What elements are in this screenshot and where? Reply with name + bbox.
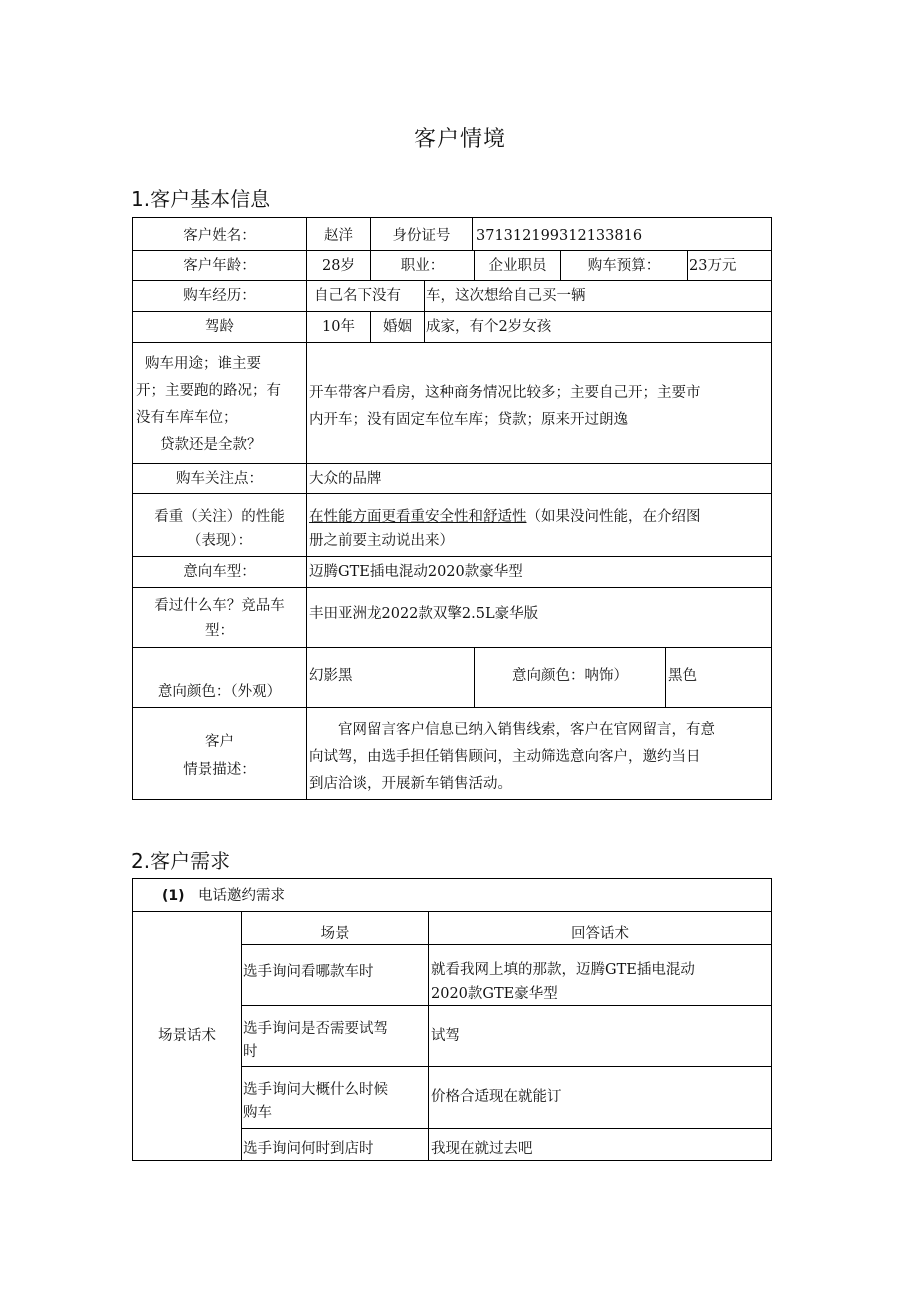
purchase-focus: 大众的品牌 (309, 471, 382, 487)
label-budget: 购车预算： (587, 258, 661, 274)
label-competitor-line1: 看过什么车？竞品车 (154, 598, 285, 614)
sub-heading-number: (1) (162, 888, 185, 904)
competitor-model: 丰田亚洲龙2022款双擎2.5L豪华版 (309, 606, 539, 622)
table-row-answer: 2020款GTE豪华型 (431, 986, 558, 1002)
label-usage-line4: 贷款还是全款？ (160, 437, 262, 453)
table-row-scene: 选手询问何时到店时 (243, 1141, 374, 1157)
purchase-history-part-b: 车，这次想给自己买一辆 (426, 288, 586, 304)
budget: 23万元 (689, 258, 737, 274)
label-intended-model: 意向车型： (183, 564, 256, 580)
interior-color: 黑色 (668, 668, 697, 684)
marriage: 成家，有个2岁女孩 (426, 319, 552, 335)
table-row-answer: 就看我网上填的那款，迈腾GTE插电混动 (431, 962, 695, 978)
label-purchase-history: 购车经历： (183, 288, 256, 304)
label-customer-name: 客户姓名： (183, 228, 256, 244)
occupation: 企业职员 (488, 258, 547, 274)
label-usage-line2: 开；主要跑的路况；有 (136, 383, 281, 399)
table-row-scene: 选手询问看哪款车时 (243, 964, 374, 980)
label-scenario-line2: 情景描述： (183, 762, 256, 778)
table-row-answer: 试驾 (431, 1028, 460, 1044)
intended-model: 迈腾GTE插电混动2020款豪华型 (309, 564, 523, 580)
scenario-line2: 向试驾，由选手担任销售顾问，主动筛选意向客户，邀约当日 (309, 749, 701, 765)
performance-line2: 册之前要主动说出来） (309, 533, 454, 549)
label-id-number: 身份证号 (392, 228, 451, 244)
id-number: 371312199312133816 (476, 228, 643, 244)
table-row-scene: 购车 (243, 1105, 272, 1121)
label-occupation: 职业： (400, 258, 445, 274)
scenario-line3: 到店洽谈，开展新车销售活动。 (309, 776, 512, 792)
label-driving-years: 驾龄 (205, 319, 234, 335)
label-purchase-focus: 购车关注点： (176, 471, 263, 487)
label-competitor-line2: 型： (205, 623, 234, 639)
performance-note: （如果没问性能，在介绍图 (526, 509, 701, 525)
exterior-color: 幻影黑 (309, 668, 353, 684)
label-usage-line3: 没有车库车位； (136, 410, 238, 426)
section-heading-basic-info: 1.客户基本信息 (131, 187, 271, 211)
section-heading-needs: 2.客户需求 (131, 849, 231, 873)
usage-line1: 开车带客户看房，这种商务情况比较多；主要自己开；主要市 (309, 385, 701, 401)
table-row-scene: 时 (243, 1044, 258, 1060)
page-title: 客户情境 (413, 127, 506, 152)
customer-age: 28岁 (322, 258, 355, 274)
label-scenario-line1: 客户 (205, 734, 234, 750)
table-row-answer: 价格合适现在就能订 (431, 1089, 562, 1105)
column-header-answer: 回答话术 (571, 926, 629, 942)
purchase-history-part-a: 自己名下没有 (314, 288, 401, 304)
column-header-scene: 场景 (320, 926, 350, 942)
label-marriage: 婚姻 (383, 319, 412, 335)
label-interior-color: 意向颜色：呐饰） (512, 668, 628, 684)
table-row-scene: 选手询问大概什么时候 (243, 1082, 388, 1098)
label-performance-line2: （表现）： (186, 533, 253, 549)
group-label-scene-script: 场景话术 (158, 1028, 216, 1044)
label-performance-line1: 看重（关注）的性能 (154, 509, 285, 525)
customer-name: 赵洋 (324, 228, 353, 244)
scenario-line1: 官网留言客户信息已纳入销售线索，客户在官网留言，有意 (338, 722, 715, 738)
label-usage-line1: 购车用途；谁主要 (145, 356, 261, 372)
performance-emphasis: 在性能方面更看重安全性和舒适性 (309, 509, 527, 525)
driving-years: 10年 (322, 319, 355, 335)
label-customer-age: 客户年龄： (183, 258, 256, 274)
performance-line1 (309, 505, 701, 529)
table-row-scene: 选手询问是否需要试驾 (243, 1021, 388, 1037)
usage-line2: 内开车；没有固定车位车库；贷款；原来开过朗逸 (309, 412, 628, 428)
sub-heading-phone-invite: 电话邀约需求 (198, 888, 285, 904)
label-exterior-color: 意向颜色：（外观） (157, 684, 282, 700)
table-row-answer: 我现在就过去吧 (431, 1141, 533, 1157)
